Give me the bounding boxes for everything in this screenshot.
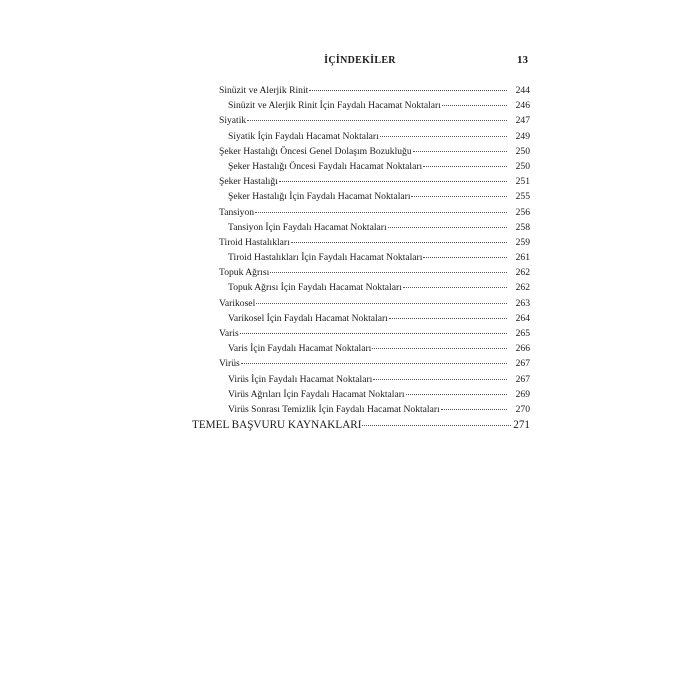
dot-leader	[413, 141, 507, 152]
toc-entry-page: 258	[515, 221, 530, 233]
dot-leader	[372, 338, 507, 349]
dot-leader	[423, 156, 507, 167]
toc-entry-page: 251	[515, 176, 530, 188]
toc-entry-label: Varis	[219, 328, 239, 339]
dot-leader	[406, 384, 507, 395]
toc-entry-page: 262	[515, 267, 530, 279]
dot-leader	[240, 323, 507, 334]
dot-leader	[247, 110, 507, 121]
toc-section-entry[interactable]	[190, 416, 530, 434]
dot-leader	[362, 415, 511, 426]
toc-entry-label: Virüs	[219, 358, 240, 370]
toc-entry-label: Sinüzit ve Alerjik Rinit	[219, 85, 309, 96]
toc-entry-label: Tiroid Hastalıkları	[219, 236, 290, 248]
toc-entry-page: 250	[515, 160, 530, 172]
toc-entry-label: Siyatik	[219, 115, 247, 127]
toc-entry-page: 259	[515, 236, 530, 248]
toc-entry-label: Şeker Hastalığı Öncesi Faydalı Hacamat Noktaları	[228, 160, 423, 172]
dot-leader	[389, 308, 507, 319]
toc-entry-label: Varikosel	[219, 297, 256, 309]
toc-entry-label: Siyatik İçin Faydalı Hacamat Noktaları	[228, 130, 379, 142]
toc-entry-page: 249	[515, 130, 530, 142]
toc-entry-label: Şeker Hastalığı	[219, 176, 278, 188]
toc-entry-label: Şeker Hastalığı İçin Faydalı Hacamat Noktaları	[228, 191, 411, 203]
dot-leader	[373, 369, 507, 380]
dot-leader	[441, 399, 507, 410]
dot-leader	[256, 293, 507, 304]
page-header	[190, 52, 530, 70]
dot-leader	[309, 80, 507, 91]
toc-entry-page: 250	[515, 145, 530, 157]
dot-leader	[442, 95, 507, 106]
dot-leader	[423, 247, 507, 258]
toc-entry-label: Sinüzit ve Alerjik Rinit İçin Faydalı Hacamat Noktaları	[228, 100, 441, 112]
toc-entry-label: Tansiyon İçin Faydalı Hacamat Noktaları	[228, 221, 387, 233]
toc-entry-page: 263	[515, 297, 530, 309]
toc-entry-page: 256	[515, 206, 530, 218]
dot-leader	[270, 262, 507, 273]
toc-entry-label: Virüs İçin Faydalı Hacamat Noktaları	[228, 373, 373, 385]
dot-leader	[279, 171, 507, 182]
page-title: İÇİNDEKİLER	[324, 55, 396, 66]
toc-entry-page: 269	[515, 388, 530, 400]
toc-entry-label: Varikosel İçin Faydalı Hacamat Noktaları	[228, 312, 388, 324]
dot-leader	[403, 277, 507, 288]
toc-entry-page: 264	[515, 312, 530, 324]
toc-entry-page: 247	[515, 115, 530, 127]
toc-entry-label: Tansiyon	[219, 206, 255, 218]
toc-entry-label: Varis İçin Faydalı Hacamat Noktaları	[228, 343, 372, 355]
toc-subentry[interactable]	[190, 401, 530, 416]
dot-leader	[411, 186, 507, 197]
toc-entry-page: 262	[515, 282, 530, 294]
toc-entry-label: Virüs Ağrıları İçin Faydalı Hacamat Noktaları	[228, 388, 405, 400]
dot-leader	[388, 217, 507, 228]
toc-entry-label: Şeker Hastalığı Öncesi Genel Dolaşım Bozukluğu	[219, 145, 412, 157]
toc-entry-page: 270	[515, 403, 530, 415]
toc-entry-page: 266	[515, 343, 530, 355]
table-of-contents	[190, 82, 530, 434]
toc-entry-page: 267	[515, 358, 530, 370]
dot-leader	[380, 126, 507, 137]
dot-leader	[291, 232, 507, 243]
toc-entry-label: Topuk Ağrısı İçin Faydalı Hacamat Noktaları	[228, 282, 402, 294]
toc-entry-label: Virüs Sonrası Temizlik İçin Faydalı Hacamat Noktaları	[228, 403, 440, 415]
toc-entry-page: 271	[513, 419, 530, 432]
toc-entry-page: 261	[515, 252, 530, 264]
toc-entry-label: TEMEL BAŞVURU KAYNAKLARI	[192, 419, 362, 432]
page-number: 13	[517, 54, 528, 66]
toc-entry-page: 255	[515, 191, 530, 203]
toc-entry-label: Tiroid Hastalıkları İçin Faydalı Hacamat Noktaları	[228, 252, 423, 264]
toc-entry-page: 265	[515, 328, 530, 339]
toc-entry-page: 267	[515, 373, 530, 385]
toc-entry-page: 244	[515, 85, 530, 96]
dot-leader	[241, 353, 507, 364]
dot-leader	[255, 202, 507, 213]
toc-entry-label: Topuk Ağrısı	[219, 267, 270, 279]
toc-entry-page: 246	[515, 100, 530, 112]
